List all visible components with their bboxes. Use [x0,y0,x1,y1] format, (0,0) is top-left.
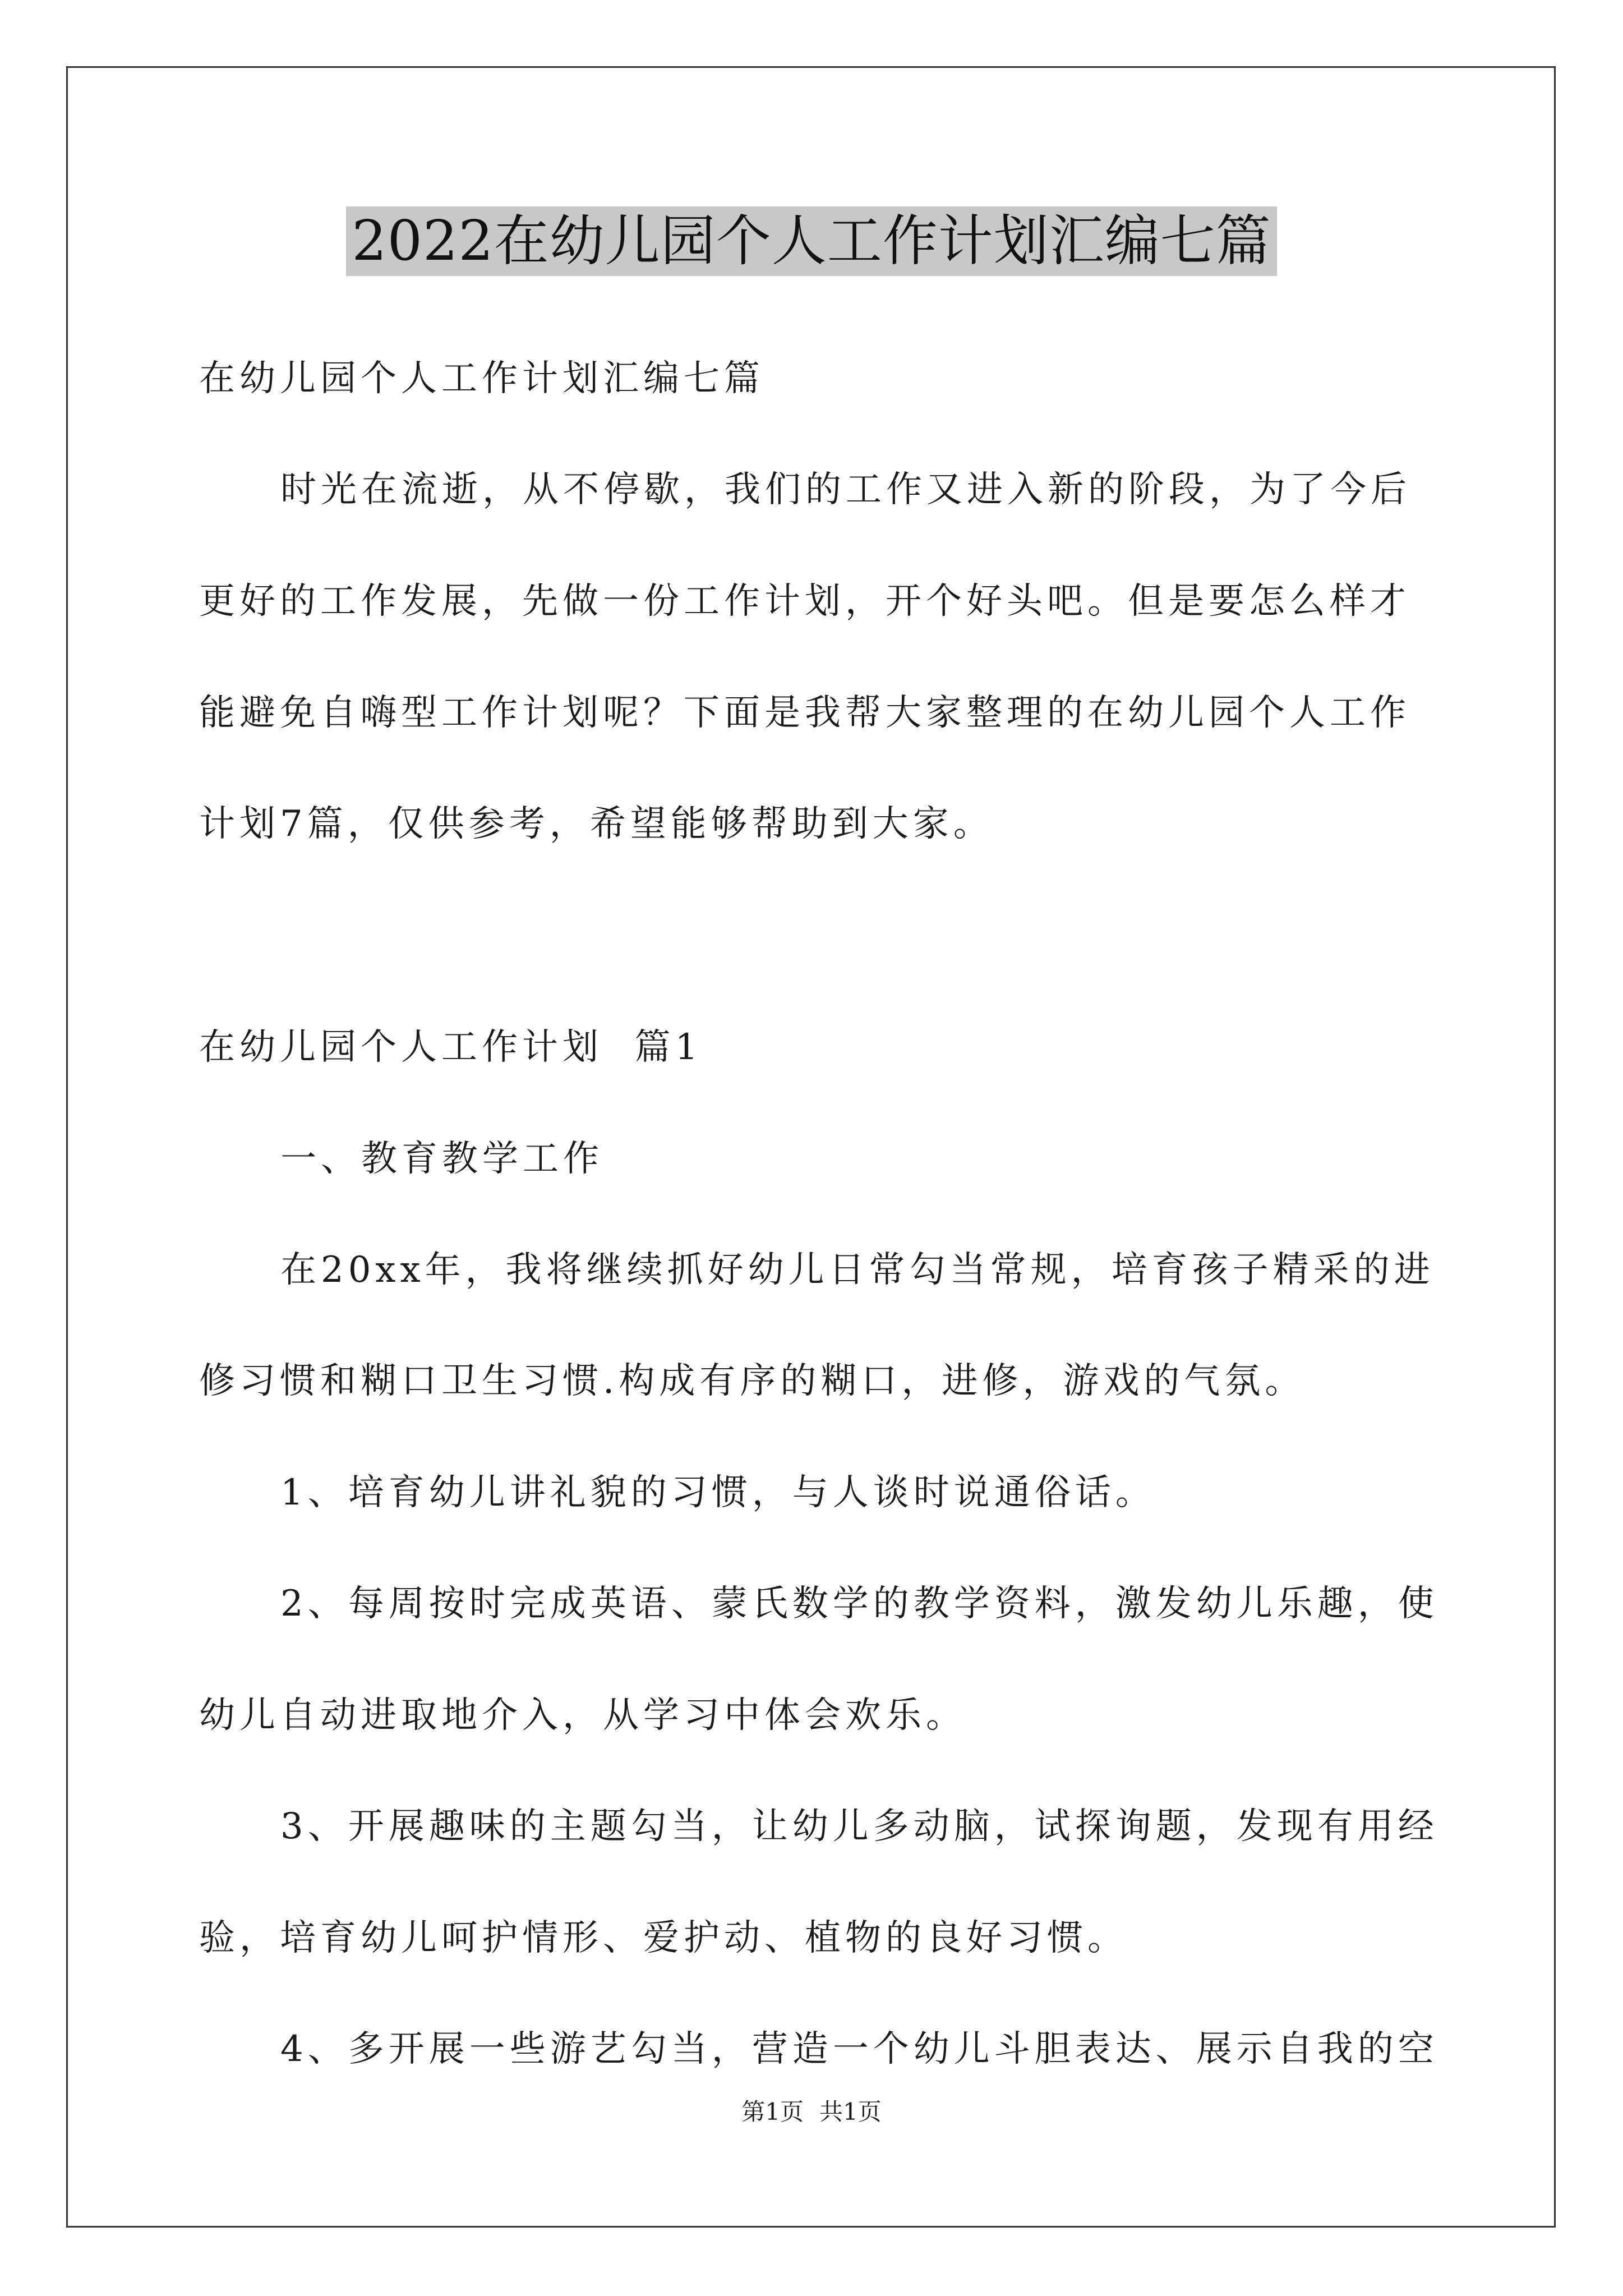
document-subtitle: 在幼儿园个人工作计划汇编七篇 [199,358,764,399]
body-line: 在20xx年，我将继续抓好幼儿日常勾当常规，培育孩子精采的进 [280,1249,1435,1291]
page-footer [0,2095,1623,2129]
section-item-heading: 一、教育教学工作 [280,1138,603,1180]
body-line: 验，培育幼儿呵护情形、爱护动、植物的良好习惯。 [199,1917,1128,1959]
document-title: 2022在幼儿园个人工作计划汇编七篇 [346,206,1276,276]
body-line: 4、多开展一些游艺勾当，营造一个幼儿斗胆表达、展示自我的空 [280,2028,1438,2070]
body-line: 1、培育幼儿讲礼貌的习惯，与人谈时说通俗话。 [280,1472,1156,1513]
body-line: 修习惯和糊口卫生习惯.构成有序的糊口，进修，游戏的气氛。 [199,1360,1306,1402]
intro-line: 能避免自嗨型工作计划呢？下面是我帮大家整理的在幼儿园个人工作 [199,692,1410,734]
page-number-current: 第1页 [741,2098,804,2125]
page-number-total: 共1页 [819,2098,882,2125]
section-heading: 在幼儿园个人工作计划 篇1 [199,1027,703,1068]
body-line: 幼儿自动进取地介入，从学习中体会欢乐。 [199,1695,966,1736]
body-line: 3、开展趣味的主题勾当，让幼儿多动脑，试探询题，发现有用经 [280,1806,1438,1847]
intro-line: 计划7篇，仅供参考，希望能够帮助到大家。 [199,803,994,845]
title-container [0,206,1623,276]
body-line: 2、每周按时完成英语、蒙氏数学的教学资料，激发幼儿乐趣，使 [280,1583,1438,1625]
intro-line: 更好的工作发展，先做一份工作计划，开个好头吧。但是要怎么样才 [199,581,1410,622]
intro-line: 时光在流逝，从不停歇，我们的工作又进入新的阶段，为了今后 [280,469,1411,510]
